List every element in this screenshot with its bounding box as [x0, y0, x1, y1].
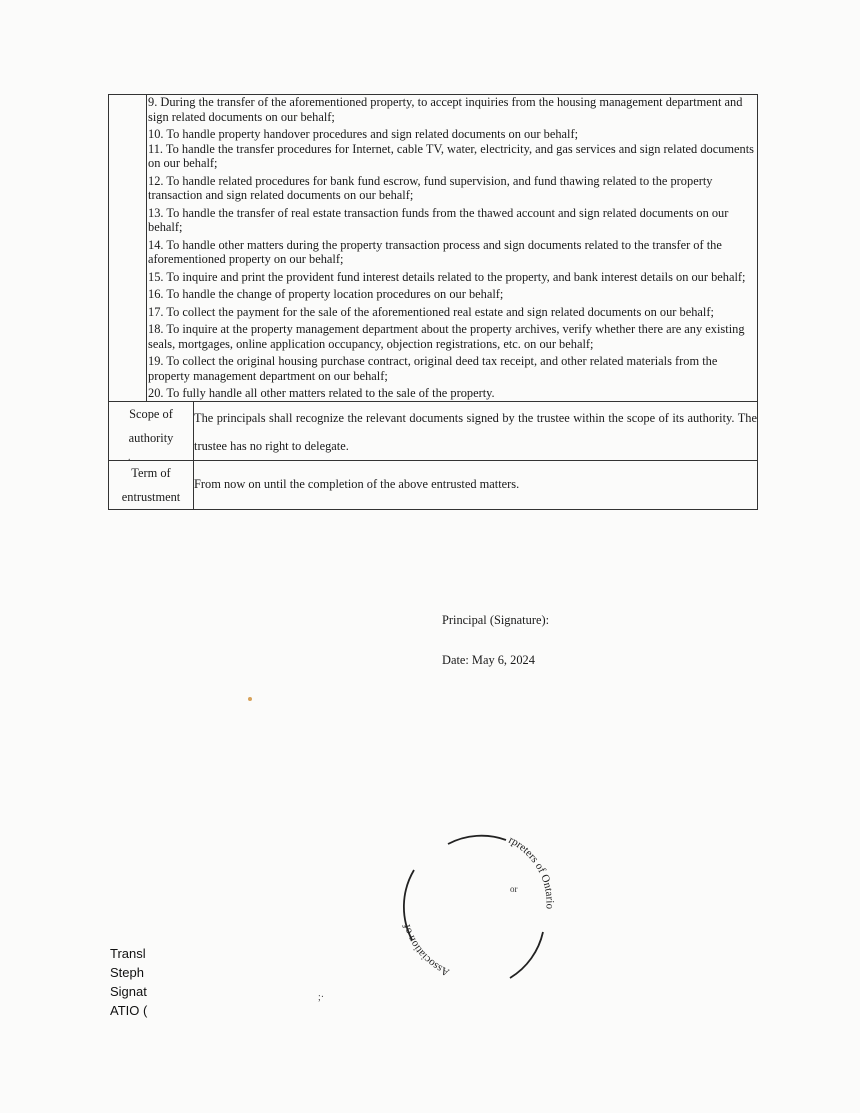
term-label-line2: entrustment — [121, 489, 181, 504]
list-item: 11. To handle the transfer procedures for Internet, cable TV, water, electricity, and gas services and sign related documents on our behalf; — [148, 141, 755, 170]
list-item: 9. During the transfer of the aforementioned property, to accept inquiries from the housing management department and sign related documents on our behalf; — [148, 95, 743, 124]
scope-label-line2: authority — [128, 430, 174, 445]
translator-line: ATIO ( — [110, 1003, 148, 1018]
principal-signature-label: Principal (Signature): — [442, 613, 550, 627]
list-item: 17. To collect the payment for the sale of the aforementioned real estate and sign related documents on our behalf; — [148, 304, 714, 319]
list-item: 18. To inquire at the property management department about the property archives, verify whether there are any existing seals, mortgages, online application occupancy, objection registrations, etc. on our behalf; — [148, 322, 745, 351]
term-row — [109, 460, 758, 509]
translator-line: Steph — [110, 965, 144, 980]
term-text: From now on until the completion of the above entrusted matters. — [194, 460, 758, 509]
matters-list-cell — [147, 95, 758, 402]
matters-row — [109, 95, 758, 402]
stray-mark: ;· — [318, 992, 325, 1003]
seal-arc-top — [448, 836, 506, 844]
scope-text: The principals shall recognize the relevant documents signed by the trustee within the scope of its authority. The trustee has no right to delegate. — [194, 401, 758, 460]
entrustment-table — [108, 94, 758, 510]
scope-label — [109, 401, 194, 460]
seal-arc-right — [510, 932, 543, 978]
list-item: 19. To collect the original housing purchase contract, original deed tax receipt, and other related materials from the property management department on our behalf; — [148, 354, 718, 383]
list-item: 14. To handle other matters during the property transaction process and sign documents related to the transfer of the aforementioned property on our behalf; — [148, 237, 722, 266]
term-label-line1: Term of — [131, 465, 171, 480]
term-label — [109, 460, 194, 509]
list-item: 13. To handle the transfer of real estate transaction funds from the thawed account and sign related documents on our behalf; — [148, 205, 729, 234]
signature-date: Date: May 6, 2024 — [442, 653, 535, 667]
signature-block — [442, 613, 549, 668]
translator-line: Signat — [110, 984, 147, 999]
seal-right-text: rpreters of Ontario — [506, 833, 556, 910]
scope-row — [109, 401, 758, 460]
list-item: 16. To handle the change of property location procedures on our behalf; — [148, 287, 504, 301]
translator-block — [110, 944, 147, 1020]
paper-speck — [248, 697, 252, 701]
list-item: 15. To inquire and print the provident fund interest details related to the property, and bank interest details on our behalf; — [148, 269, 746, 284]
list-item: 10. To handle property handover procedures and sign related documents on our behalf; — [148, 127, 579, 141]
scope-label-line1: Scope of — [129, 406, 173, 421]
translator-seal-stamp — [388, 820, 568, 1000]
matters-label-cell — [109, 95, 147, 402]
list-item: 20. To fully handle all other matters related to the sale of the property. — [148, 386, 495, 400]
seal-left-text: Association of — [400, 922, 452, 979]
seal-inner-fragment: or — [510, 884, 518, 894]
stray-mark: . — [128, 452, 131, 463]
translator-line: Transl — [110, 946, 146, 961]
list-item: 12. To handle related procedures for bank fund escrow, fund supervision, and fund thawing related to the property transaction and sign related documents on our behalf; — [148, 173, 713, 202]
